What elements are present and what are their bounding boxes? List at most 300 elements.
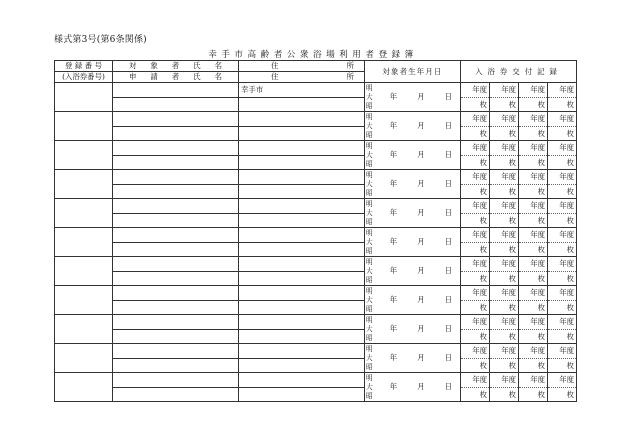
ticket-fiscal-year: 年度 [519,257,547,272]
ticket-record-cell[interactable] [519,228,548,257]
name-cell[interactable] [113,257,239,286]
table-row [55,257,577,286]
ticket-record [490,228,518,256]
dob-month-label: 月 [417,353,425,363]
era-meiji: 明 [366,316,373,324]
era-showa: 昭 [366,131,373,139]
applicant-address-blank [239,300,364,315]
dob-day-label: 日 [444,92,452,102]
ticket-record [461,199,489,227]
ticket-sheets: 枚 [537,215,545,225]
ticket-record-cell[interactable] [461,228,490,257]
date-of-birth-cell[interactable] [365,344,461,373]
date-of-birth-cell[interactable] [365,141,461,170]
registration-number-blank [55,315,112,343]
ticket-record [490,83,518,111]
header-row [55,61,577,83]
ticket-record [519,315,547,343]
registration-number-cell[interactable] [55,112,113,141]
ticket-fiscal-year: 年度 [490,286,518,301]
address-cell[interactable] [239,344,365,373]
ticket-record [548,286,576,314]
address-split [239,228,364,256]
ticket-record [490,170,518,198]
address-cell[interactable] [239,228,365,257]
ticket-sheets: 枚 [508,99,516,109]
era-meiji: 明 [366,287,373,295]
address-cell[interactable] [239,199,365,228]
address-cell[interactable] [239,315,365,344]
registration-number-blank [55,112,112,140]
ticket-sheets: 枚 [537,186,545,196]
era-meiji: 明 [366,200,373,208]
ticket-record-cell[interactable] [490,315,519,344]
registration-number-blank [55,83,112,111]
registration-number-cell[interactable] [55,315,113,344]
date-of-birth-cell[interactable] [365,83,461,112]
applicant-address-blank [239,358,364,373]
address-cell[interactable] [239,286,365,315]
ticket-sheets: 枚 [479,128,487,138]
date-of-birth-cell[interactable] [365,257,461,286]
era-options [365,83,377,111]
ticket-record-cell[interactable] [461,141,490,170]
dob-year-label: 年 [389,179,398,189]
registration-number-blank [55,344,112,372]
dob-day-label: 日 [444,121,452,131]
ticket-fiscal-year: 年度 [548,228,576,243]
era-taisho: 大 [366,267,373,275]
dob-fields [377,112,460,140]
ticket-record [461,257,489,285]
ticket-fiscal-year: 年度 [548,112,576,127]
name-cell[interactable] [113,199,239,228]
date-of-birth [365,286,460,314]
date-of-birth-cell[interactable] [365,286,461,315]
dob-day-label: 日 [444,353,452,363]
ticket-sheets: 枚 [479,273,487,283]
address-split [239,199,364,227]
ticket-record-cell[interactable] [519,199,548,228]
name-cell[interactable] [113,83,239,112]
ticket-fiscal-year: 年度 [461,112,489,127]
date-of-birth-cell[interactable] [365,112,461,141]
dob-month-label: 月 [417,92,425,102]
name-split [113,286,238,314]
address-split [239,286,364,314]
dob-day-label: 日 [444,382,452,392]
name-split [113,344,238,372]
ticket-record-cell[interactable] [519,286,548,315]
ticket-fiscal-year: 年度 [461,199,489,214]
ticket-record-cell[interactable] [461,83,490,112]
ticket-fiscal-year: 年度 [519,199,547,214]
era-options [365,286,377,314]
ticket-fiscal-year: 年度 [548,344,576,359]
name-cell[interactable] [113,141,239,170]
ticket-sheets: 枚 [479,215,487,225]
header-address-2-char: 住 [271,72,279,81]
applicant-name-blank [113,242,238,257]
subject-address [239,286,364,300]
ticket-record-cell[interactable] [548,315,577,344]
ticket-fiscal-year: 年度 [461,344,489,359]
ticket-record [490,344,518,372]
era-meiji: 明 [366,142,373,150]
address-split [239,141,364,169]
name-split [113,228,238,256]
ticket-sheets: 枚 [479,331,487,341]
ticket-record-cell[interactable] [548,141,577,170]
subject-address [239,315,364,329]
ticket-record [548,373,576,401]
ticket-record-cell[interactable] [519,373,548,402]
header-reg-no-text-char: 番 [84,61,93,70]
ticket-record-cell[interactable] [519,315,548,344]
era-taisho: 大 [366,93,373,101]
registration-number-cell[interactable] [55,228,113,257]
name-split [113,141,238,169]
subject-address [239,170,364,184]
registration-number-cell[interactable] [55,170,113,199]
applicant-name-blank [113,329,238,344]
ticket-record-cell[interactable] [490,373,519,402]
table-row [55,112,577,141]
ticket-sheets: 枚 [537,99,545,109]
ticket-fiscal-year: 年度 [461,286,489,301]
dob-day-label: 日 [444,179,452,189]
dob-fields [377,141,460,169]
ticket-sheets: 枚 [479,244,487,254]
subject-name-blank [113,112,238,126]
ticket-sheets: 枚 [566,215,574,225]
registration-number-cell[interactable] [55,373,113,402]
ticket-record-cell[interactable] [461,199,490,228]
era-taisho: 大 [366,209,373,217]
ticket-sheets: 枚 [566,331,574,341]
ticket-fiscal-year: 年度 [548,257,576,272]
dob-fields [377,83,460,111]
table-row [55,344,577,373]
ticket-sheets: 枚 [537,389,545,399]
ticket-sheets: 枚 [508,360,516,370]
subject-name-blank [113,286,238,300]
registration-number-cell[interactable] [55,199,113,228]
ticket-record [461,286,489,314]
ticket-record-cell[interactable] [519,257,548,286]
header-applicant-name-char: 名 [214,72,222,81]
dob-day-label: 日 [444,208,452,218]
name-split [113,170,238,198]
ticket-sheets: 枚 [508,273,516,283]
era-options [365,257,377,285]
header-registration-number: 登 録 番 号 (入浴券番号) [55,61,113,83]
dob-fields [377,199,460,227]
ticket-sheets: 枚 [566,389,574,399]
ticket-record-cell[interactable] [490,141,519,170]
era-taisho: 大 [366,151,373,159]
date-of-birth-cell[interactable] [365,170,461,199]
ticket-fiscal-year: 年度 [490,344,518,359]
ticket-record [519,170,547,198]
applicant-address-blank [239,97,364,112]
register-title: 幸手市高齢者公衆浴場利用者登録簿 [208,50,418,60]
dob-day-label: 日 [444,266,452,276]
applicant-name-blank [113,213,238,228]
ticket-record-cell[interactable] [461,373,490,402]
ticket-sheets: 枚 [479,302,487,312]
ticket-sheets: 枚 [537,331,545,341]
dob-month-label: 月 [417,179,425,189]
dob-year-label: 年 [389,150,398,160]
applicant-address-blank [239,329,364,344]
ticket-fiscal-year: 年度 [490,83,518,98]
header-address-2 [239,71,364,82]
ticket-sheets: 枚 [537,273,545,283]
register-table [54,60,577,402]
ticket-record-cell[interactable] [548,344,577,373]
header-address-1-char: 住 [271,61,279,70]
address-split [239,257,364,285]
ticket-record-cell[interactable] [548,286,577,315]
ticket-record-cell[interactable] [490,344,519,373]
applicant-name-blank [113,97,238,112]
subject-address [239,373,364,387]
name-cell[interactable] [113,170,239,199]
ticket-record-cell[interactable] [461,315,490,344]
ticket-sheets: 枚 [566,302,574,312]
era-taisho: 大 [366,238,373,246]
ticket-record-cell[interactable] [461,344,490,373]
name-cell[interactable] [113,286,239,315]
ticket-record [461,83,489,111]
name-split [113,83,238,111]
ticket-sheets: 枚 [508,331,516,341]
ticket-record [490,373,518,401]
address-cell[interactable] [239,373,365,402]
registration-number-blank [55,257,112,285]
address-cell[interactable] [239,83,365,112]
registration-number-blank [55,228,112,256]
era-showa: 昭 [366,305,373,313]
header-subject-name-char: 名 [214,61,222,70]
era-options [365,373,377,401]
registration-number-blank [55,286,112,314]
dob-fields [377,344,460,372]
address-cell[interactable] [239,112,365,141]
ticket-record-cell[interactable] [548,228,577,257]
subject-name-blank [113,373,238,387]
address-split [239,83,364,111]
ticket-record-cell[interactable] [490,199,519,228]
dob-year-label: 年 [389,121,398,131]
header-address-1 [239,61,364,71]
applicant-name-blank [113,358,238,373]
registration-number-cell[interactable] [55,257,113,286]
name-cell[interactable] [113,112,239,141]
era-showa: 昭 [366,189,373,197]
ticket-fiscal-year: 年度 [548,141,576,156]
era-meiji: 明 [366,113,373,121]
ticket-record [548,83,576,111]
ticket-fiscal-year: 年度 [519,344,547,359]
ticket-record-cell[interactable] [490,228,519,257]
dob-day-label: 日 [444,150,452,160]
era-taisho: 大 [366,325,373,333]
ticket-record-cell[interactable] [490,112,519,141]
ticket-record-cell[interactable] [519,170,548,199]
name-cell[interactable] [113,373,239,402]
name-split [113,112,238,140]
ticket-record [490,199,518,227]
ticket-record [548,112,576,140]
ticket-record-cell[interactable] [461,257,490,286]
ticket-fiscal-year: 年度 [548,170,576,185]
ticket-fiscal-year: 年度 [461,257,489,272]
ticket-record-cell[interactable] [519,83,548,112]
ticket-sheets: 枚 [508,302,516,312]
ticket-sheets: 枚 [566,157,574,167]
ticket-record [548,199,576,227]
header-address [239,61,365,83]
registration-number-cell[interactable] [55,344,113,373]
ticket-record [461,315,489,343]
registration-number-blank [55,170,112,198]
date-of-birth-cell[interactable] [365,373,461,402]
ticket-fiscal-year: 年度 [519,286,547,301]
era-showa: 昭 [366,276,373,284]
date-of-birth [365,112,460,140]
era-meiji: 明 [366,171,373,179]
registration-number-cell[interactable] [55,286,113,315]
address-split [239,373,364,401]
registration-number-cell[interactable] [55,83,113,112]
subject-name-blank [113,344,238,358]
ticket-fiscal-year: 年度 [519,315,547,330]
ticket-fiscal-year: 年度 [490,199,518,214]
subject-name-blank [113,257,238,271]
table-row [55,83,577,112]
dob-day-label: 日 [444,295,452,305]
era-showa: 昭 [366,218,373,226]
ticket-record [519,344,547,372]
address-cell[interactable] [239,170,365,199]
address-split [239,170,364,198]
date-of-birth [365,344,460,372]
applicant-name-blank [113,387,238,402]
ticket-fiscal-year: 年度 [548,286,576,301]
ticket-record-cell[interactable] [519,112,548,141]
ticket-record-cell[interactable] [548,83,577,112]
date-of-birth-cell[interactable] [365,315,461,344]
ticket-fiscal-year: 年度 [519,112,547,127]
era-showa: 昭 [366,102,373,110]
applicant-address-blank [239,155,364,170]
ticket-record-cell[interactable] [548,373,577,402]
dob-day-label: 日 [444,324,452,334]
ticket-sheets: 枚 [479,99,487,109]
era-meiji: 明 [366,84,373,92]
header-name [113,61,239,83]
registration-number-cell[interactable] [55,141,113,170]
form-number: 様式第3号(第6条関係) [54,35,147,45]
date-of-birth-cell[interactable] [365,228,461,257]
subject-address [239,257,364,271]
ticket-fiscal-year: 年度 [490,141,518,156]
ticket-record-cell[interactable] [461,112,490,141]
era-showa: 昭 [366,160,373,168]
dob-month-label: 月 [417,121,425,131]
registration-number-blank [55,199,112,227]
address-cell[interactable] [239,141,365,170]
ticket-fiscal-year: 年度 [490,228,518,243]
era-meiji: 明 [366,345,373,353]
applicant-address-blank [239,213,364,228]
ticket-sheets: 枚 [566,128,574,138]
ticket-record-cell[interactable] [490,83,519,112]
date-of-birth [365,199,460,227]
header-reg-no-text-char: 登 [65,61,73,70]
subject-name-blank [113,228,238,242]
ticket-record-cell[interactable] [461,286,490,315]
ticket-record-cell[interactable] [519,344,548,373]
subject-address [239,112,364,126]
ticket-record [461,170,489,198]
header-ticket-record: 入浴券交付記録 [461,61,577,83]
name-cell[interactable] [113,315,239,344]
date-of-birth [365,373,460,401]
table-row [55,228,577,257]
ticket-fiscal-year: 年度 [548,83,576,98]
table-row [55,373,577,402]
ticket-record-cell[interactable] [548,199,577,228]
ticket-record [490,112,518,140]
ticket-record-cell[interactable] [519,141,548,170]
date-of-birth-cell[interactable] [365,199,461,228]
ticket-sheets: 枚 [508,389,516,399]
era-options [365,344,377,372]
applicant-name-blank [113,300,238,315]
table-row [55,141,577,170]
ticket-record-cell[interactable] [490,286,519,315]
ticket-record-cell[interactable] [548,257,577,286]
name-cell[interactable] [113,228,239,257]
name-cell[interactable] [113,344,239,373]
registration-number-blank [55,373,112,401]
ticket-sheets: 枚 [479,389,487,399]
ticket-record-cell[interactable] [490,170,519,199]
applicant-address-blank [239,184,364,199]
ticket-record-cell[interactable] [548,112,577,141]
dob-month-label: 月 [417,208,425,218]
era-meiji: 明 [366,374,373,382]
ticket-record-cell[interactable] [548,170,577,199]
dob-year-label: 年 [389,324,398,334]
ticket-record-cell[interactable] [490,257,519,286]
ticket-fiscal-year: 年度 [519,228,547,243]
dob-year-label: 年 [389,266,398,276]
address-cell[interactable] [239,257,365,286]
dob-year-label: 年 [389,353,398,363]
applicant-name-blank [113,184,238,199]
date-of-birth [365,228,460,256]
ticket-record [461,373,489,401]
era-taisho: 大 [366,383,373,391]
ticket-fiscal-year: 年度 [461,228,489,243]
era-taisho: 大 [366,296,373,304]
ticket-record-cell[interactable] [461,170,490,199]
dob-fields [377,315,460,343]
